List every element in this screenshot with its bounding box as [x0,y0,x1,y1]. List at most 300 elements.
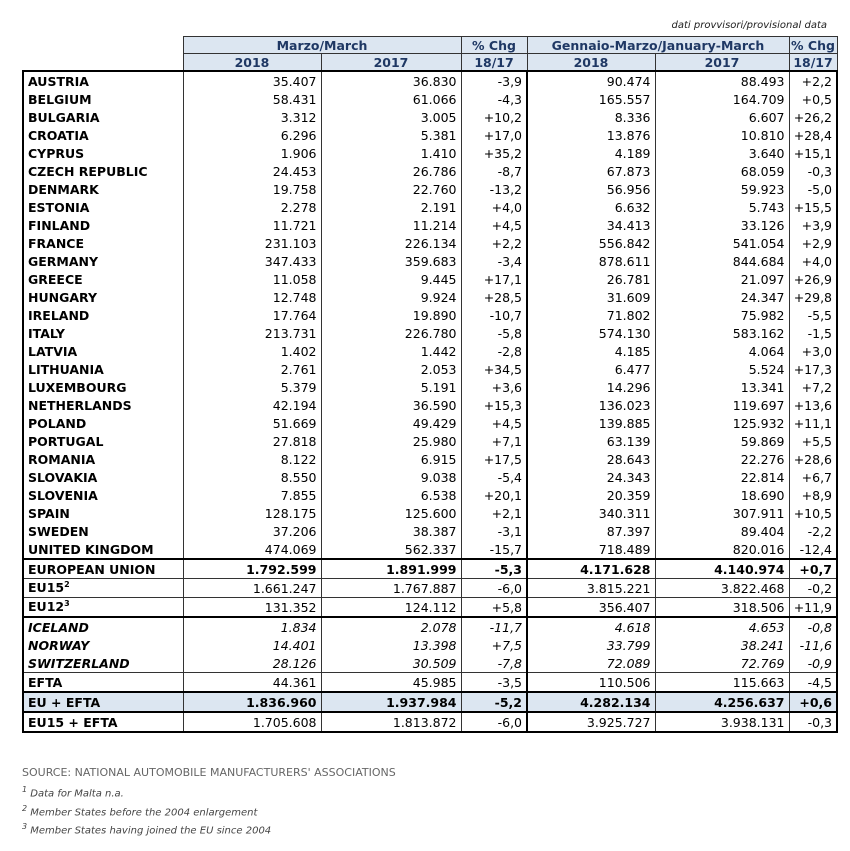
country-row [23,216,837,234]
ytd-pct-change-cell: +6,7 [789,468,837,486]
ytd-2018-cell: 340.311 [527,504,655,522]
eu12-row [23,598,837,618]
country-name-cell: GERMANY [23,252,183,270]
ytd-pct-change-cell: +7,2 [789,378,837,396]
ytd-pct-change-cell: -5,0 [789,180,837,198]
ytd-2017-cell: 72.769 [655,654,789,673]
country-name-cell: SWEDEN [23,522,183,540]
ytd-2018-cell: 33.799 [527,636,655,654]
march-pct-change-cell: -5,4 [461,468,527,486]
ytd-2018-cell: 4.618 [527,617,655,636]
ytd-2017-cell: 5.524 [655,360,789,378]
row-label: EU15 [28,580,65,596]
march-2018-cell: 51.669 [183,414,321,432]
march-2017-cell: 6.915 [321,450,461,468]
ytd-2018-cell: 6.477 [527,360,655,378]
ytd-pct-change-cell: +15,1 [789,144,837,162]
march-pct-change-cell: +7,1 [461,432,527,450]
ytd-2017-cell: 318.506 [655,598,789,618]
header-2017: 2017 [321,54,461,72]
march-2018-cell: 6.296 [183,126,321,144]
registrations-table [22,36,838,733]
ytd-2017-cell: 24.347 [655,288,789,306]
country-name-cell: UNITED KINGDOM [23,540,183,559]
ytd-2018-cell: 136.023 [527,396,655,414]
efta-country-row [23,636,837,654]
march-2017-cell: 25.980 [321,432,461,450]
march-pct-change-cell: +20,1 [461,486,527,504]
country-name-cell: ITALY [23,324,183,342]
march-pct-change-cell: +17,0 [461,126,527,144]
country-row [23,270,837,288]
march-pct-change-cell: +10,2 [461,108,527,126]
country-name-cell: PORTUGAL [23,432,183,450]
ytd-2017-cell: 22.814 [655,468,789,486]
country-name-cell: FRANCE [23,234,183,252]
march-2018-cell: 1.792.599 [183,559,321,579]
header-jan-march: Gennaio-Marzo/January-March [527,37,789,54]
ytd-pct-change-cell: +2,2 [789,71,837,90]
march-2017-cell: 2.053 [321,360,461,378]
ytd-pct-change-cell: -12,4 [789,540,837,559]
ytd-2017-cell: 583.162 [655,324,789,342]
country-row [23,324,837,342]
ytd-2018-cell: 4.189 [527,144,655,162]
header-1817: 18/17 [461,54,527,72]
footnote-mark: 2 [22,804,28,813]
ytd-pct-change-cell: +0,7 [789,559,837,579]
ytd-2017-cell: 119.697 [655,396,789,414]
march-2018-cell: 5.379 [183,378,321,396]
march-2018-cell: 28.126 [183,654,321,673]
march-pct-change-cell: -5,2 [461,692,527,712]
ytd-2017-cell: 4.653 [655,617,789,636]
footnote-2 [22,804,257,818]
ytd-2018-cell: 574.130 [527,324,655,342]
eu-total-row [23,559,837,579]
country-name-cell: EUROPEAN UNION [23,559,183,579]
header-row-1 [23,37,837,54]
header-2018: 2018 [183,54,321,72]
country-name-cell: BELGIUM [23,90,183,108]
march-2017-cell: 6.538 [321,486,461,504]
country-name-cell: EFTA [23,673,183,693]
ytd-2018-cell: 67.873 [527,162,655,180]
country-row [23,450,837,468]
country-row [23,414,837,432]
ytd-pct-change-cell: -4,5 [789,673,837,693]
country-row [23,468,837,486]
country-name-cell: DENMARK [23,180,183,198]
march-2017-cell: 45.985 [321,673,461,693]
march-2018-cell: 1.661.247 [183,579,321,598]
country-name-cell: CZECH REPUBLIC [23,162,183,180]
ytd-2018-cell: 71.802 [527,306,655,324]
header-pct-march: % Chg [461,37,527,54]
march-2017-cell: 3.005 [321,108,461,126]
march-pct-change-cell: -7,8 [461,654,527,673]
march-2018-cell: 8.122 [183,450,321,468]
ytd-pct-change-cell: -2,2 [789,522,837,540]
march-2018-cell: 347.433 [183,252,321,270]
country-name-cell: LUXEMBOURG [23,378,183,396]
ytd-pct-change-cell: +17,3 [789,360,837,378]
march-pct-change-cell: -3,1 [461,522,527,540]
march-2018-cell: 17.764 [183,306,321,324]
header-blank [23,37,183,54]
country-row [23,234,837,252]
country-row [23,252,837,270]
country-name-cell: CROATIA [23,126,183,144]
march-pct-change-cell: -5,8 [461,324,527,342]
eu15-efta-row [23,712,837,732]
ytd-2018-cell: 63.139 [527,432,655,450]
country-row [23,144,837,162]
ytd-pct-change-cell: -0,3 [789,162,837,180]
march-2017-cell: 1.442 [321,342,461,360]
march-2018-cell: 1.906 [183,144,321,162]
march-2018-cell: 19.758 [183,180,321,198]
country-name-cell: HUNGARY [23,288,183,306]
country-row [23,432,837,450]
ytd-pct-change-cell: +26,2 [789,108,837,126]
country-name-cell: ESTONIA [23,198,183,216]
country-name-cell: NORWAY [23,636,183,654]
country-name-cell: EU + EFTA [23,692,183,712]
march-pct-change-cell: -3,4 [461,252,527,270]
ytd-pct-change-cell: -0,2 [789,579,837,598]
march-2018-cell: 42.194 [183,396,321,414]
march-pct-change-cell: -2,8 [461,342,527,360]
march-2018-cell: 3.312 [183,108,321,126]
country-row [23,126,837,144]
ytd-2018-cell: 20.359 [527,486,655,504]
march-pct-change-cell: -4,3 [461,90,527,108]
footnote-mark: 3 [22,822,28,831]
march-2018-cell: 2.761 [183,360,321,378]
march-2017-cell: 5.191 [321,378,461,396]
march-2017-cell: 5.381 [321,126,461,144]
ytd-2018-cell: 3.815.221 [527,579,655,598]
march-2018-cell: 474.069 [183,540,321,559]
eu-efta-row [23,692,837,712]
ytd-2017-cell: 307.911 [655,504,789,522]
ytd-2018-cell: 90.474 [527,71,655,90]
ytd-pct-change-cell: +3,0 [789,342,837,360]
march-pct-change-cell: -3,5 [461,673,527,693]
march-2017-cell: 2.078 [321,617,461,636]
ytd-pct-change-cell: +8,9 [789,486,837,504]
ytd-2018-cell: 56.956 [527,180,655,198]
country-name-cell: GREECE [23,270,183,288]
ytd-2017-cell: 75.982 [655,306,789,324]
ytd-2017-cell: 33.126 [655,216,789,234]
efta-country-row [23,654,837,673]
ytd-2018-cell: 165.557 [527,90,655,108]
country-row [23,306,837,324]
country-name-cell: SLOVAKIA [23,468,183,486]
march-2017-cell: 11.214 [321,216,461,234]
ytd-2017-cell: 3.822.468 [655,579,789,598]
march-2017-cell: 9.445 [321,270,461,288]
march-2017-cell: 36.590 [321,396,461,414]
ytd-2018-cell: 356.407 [527,598,655,618]
ytd-pct-change-cell: +0,6 [789,692,837,712]
ytd-pct-change-cell: -0,8 [789,617,837,636]
country-name-cell: LATVIA [23,342,183,360]
ytd-pct-change-cell: +13,6 [789,396,837,414]
ytd-2017-cell: 10.810 [655,126,789,144]
footnote-text: Data for Malta n.a. [27,788,124,800]
ytd-2017-cell: 21.097 [655,270,789,288]
march-2017-cell: 38.387 [321,522,461,540]
ytd-2017-cell: 5.743 [655,198,789,216]
ytd-pct-change-cell: +11,1 [789,414,837,432]
ytd-pct-change-cell: -5,5 [789,306,837,324]
country-row [23,378,837,396]
march-2018-cell: 12.748 [183,288,321,306]
march-pct-change-cell: +7,5 [461,636,527,654]
efta-total-row [23,673,837,693]
march-pct-change-cell: +4,0 [461,198,527,216]
footnote-mark: 3 [64,599,70,609]
country-name-cell [23,579,183,598]
march-pct-change-cell: +34,5 [461,360,527,378]
ytd-2017-cell: 18.690 [655,486,789,504]
ytd-2017-cell: 59.923 [655,180,789,198]
ytd-pct-change-cell: +26,9 [789,270,837,288]
march-pct-change-cell: +3,6 [461,378,527,396]
footnote-3 [22,822,271,836]
march-2017-cell: 22.760 [321,180,461,198]
ytd-2017-cell: 115.663 [655,673,789,693]
ytd-pct-change-cell: -0,3 [789,712,837,732]
footnote-text: Member States before the 2004 enlargement [27,807,258,819]
march-2018-cell: 27.818 [183,432,321,450]
march-pct-change-cell: +4,5 [461,414,527,432]
ytd-2017-cell: 4.256.637 [655,692,789,712]
ytd-2017-cell: 38.241 [655,636,789,654]
ytd-2018-cell: 26.781 [527,270,655,288]
ytd-2017-cell: 88.493 [655,71,789,90]
ytd-pct-change-cell: -0,9 [789,654,837,673]
march-2017-cell: 49.429 [321,414,461,432]
march-2017-cell: 30.509 [321,654,461,673]
march-2017-cell: 562.337 [321,540,461,559]
ytd-pct-change-cell: +10,5 [789,504,837,522]
header-row-2 [23,54,837,72]
ytd-pct-change-cell: +5,5 [789,432,837,450]
ytd-pct-change-cell: -1,5 [789,324,837,342]
ytd-pct-change-cell: +3,9 [789,216,837,234]
ytd-2018-cell: 139.885 [527,414,655,432]
efta-country-row [23,617,837,636]
source-note: SOURCE: NATIONAL AUTOMOBILE MANUFACTURERS' ASSOCIATIONS [22,766,396,779]
march-2017-cell: 9.038 [321,468,461,486]
ytd-2017-cell: 844.684 [655,252,789,270]
country-name-cell: SPAIN [23,504,183,522]
march-2018-cell: 1.705.608 [183,712,321,732]
march-2018-cell: 58.431 [183,90,321,108]
country-name-cell: LITHUANIA [23,360,183,378]
march-2017-cell: 1.813.872 [321,712,461,732]
ytd-2018-cell: 87.397 [527,522,655,540]
march-pct-change-cell: -6,0 [461,712,527,732]
ytd-2018-cell: 718.489 [527,540,655,559]
ytd-2017-cell: 13.341 [655,378,789,396]
march-2017-cell: 2.191 [321,198,461,216]
march-2018-cell: 24.453 [183,162,321,180]
country-row [23,360,837,378]
march-2017-cell: 61.066 [321,90,461,108]
ytd-pct-change-cell: +0,5 [789,90,837,108]
country-name-cell: AUSTRIA [23,71,183,90]
country-name-cell: BULGARIA [23,108,183,126]
march-2017-cell: 226.134 [321,234,461,252]
country-row [23,342,837,360]
eu15-row [23,579,837,598]
march-2017-cell: 1.891.999 [321,559,461,579]
ytd-2018-cell: 34.413 [527,216,655,234]
march-2017-cell: 125.600 [321,504,461,522]
ytd-2017-cell: 6.607 [655,108,789,126]
country-name-cell: IRELAND [23,306,183,324]
country-row [23,540,837,559]
march-pct-change-cell: +28,5 [461,288,527,306]
country-row [23,198,837,216]
ytd-2017-cell: 68.059 [655,162,789,180]
march-2018-cell: 1.834 [183,617,321,636]
march-pct-change-cell: -15,7 [461,540,527,559]
ytd-2018-cell: 110.506 [527,673,655,693]
ytd-2017-cell: 3.938.131 [655,712,789,732]
ytd-pct-change-cell: -11,6 [789,636,837,654]
country-name-cell: SWITZERLAND [23,654,183,673]
header-2018: 2018 [527,54,655,72]
ytd-pct-change-cell: +11,9 [789,598,837,618]
country-row [23,71,837,90]
ytd-2017-cell: 541.054 [655,234,789,252]
march-pct-change-cell: +2,2 [461,234,527,252]
ytd-pct-change-cell: +28,6 [789,450,837,468]
header-march: Marzo/March [183,37,461,54]
ytd-2018-cell: 31.609 [527,288,655,306]
ytd-2018-cell: 72.089 [527,654,655,673]
country-row [23,504,837,522]
march-2018-cell: 14.401 [183,636,321,654]
country-row [23,486,837,504]
march-pct-change-cell: -5,3 [461,559,527,579]
country-name-cell: EU15 + EFTA [23,712,183,732]
march-pct-change-cell: -13,2 [461,180,527,198]
march-2017-cell: 36.830 [321,71,461,90]
march-pct-change-cell: -3,9 [461,71,527,90]
march-2017-cell: 13.398 [321,636,461,654]
footnote-mark: 2 [64,580,70,590]
country-name-cell: CYPRUS [23,144,183,162]
ytd-2018-cell: 14.296 [527,378,655,396]
country-name-cell [23,598,183,618]
country-name-cell: SLOVENIA [23,486,183,504]
ytd-pct-change-cell: +2,9 [789,234,837,252]
provisional-data-note: dati provvisori/provisional data [671,20,827,31]
march-2018-cell: 11.721 [183,216,321,234]
ytd-2017-cell: 89.404 [655,522,789,540]
march-pct-change-cell: -11,7 [461,617,527,636]
ytd-pct-change-cell: +28,4 [789,126,837,144]
march-2017-cell: 9.924 [321,288,461,306]
country-row [23,180,837,198]
ytd-2017-cell: 125.932 [655,414,789,432]
ytd-2018-cell: 28.643 [527,450,655,468]
march-2017-cell: 1.937.984 [321,692,461,712]
ytd-2018-cell: 6.632 [527,198,655,216]
ytd-2017-cell: 4.140.974 [655,559,789,579]
march-2017-cell: 359.683 [321,252,461,270]
ytd-2018-cell: 556.842 [527,234,655,252]
ytd-pct-change-cell: +4,0 [789,252,837,270]
country-row [23,108,837,126]
march-2017-cell: 26.786 [321,162,461,180]
footnote-text: Member States having joined the EU since 2004 [27,825,272,837]
march-pct-change-cell: +17,1 [461,270,527,288]
ytd-2017-cell: 3.640 [655,144,789,162]
ytd-2018-cell: 878.611 [527,252,655,270]
march-2017-cell: 226.780 [321,324,461,342]
ytd-2017-cell: 22.276 [655,450,789,468]
march-2018-cell: 7.855 [183,486,321,504]
march-2018-cell: 128.175 [183,504,321,522]
country-row [23,90,837,108]
ytd-2017-cell: 4.064 [655,342,789,360]
country-row [23,522,837,540]
footnote-1 [22,785,124,799]
country-row [23,288,837,306]
march-2018-cell: 231.103 [183,234,321,252]
march-2018-cell: 8.550 [183,468,321,486]
country-row [23,396,837,414]
march-2017-cell: 124.112 [321,598,461,618]
march-pct-change-cell: +4,5 [461,216,527,234]
ytd-2018-cell: 4.171.628 [527,559,655,579]
march-2018-cell: 131.352 [183,598,321,618]
country-name-cell: NETHERLANDS [23,396,183,414]
header-2017: 2017 [655,54,789,72]
march-2018-cell: 1.402 [183,342,321,360]
ytd-2017-cell: 820.016 [655,540,789,559]
march-pct-change-cell: +2,1 [461,504,527,522]
ytd-2018-cell: 4.185 [527,342,655,360]
footnote-mark: 1 [22,785,28,794]
march-2017-cell: 1.410 [321,144,461,162]
country-name-cell: POLAND [23,414,183,432]
header-1817: 18/17 [789,54,837,72]
march-pct-change-cell: -8,7 [461,162,527,180]
march-2018-cell: 11.058 [183,270,321,288]
ytd-2017-cell: 59.869 [655,432,789,450]
march-2018-cell: 37.206 [183,522,321,540]
country-row [23,162,837,180]
march-2018-cell: 44.361 [183,673,321,693]
march-2017-cell: 1.767.887 [321,579,461,598]
march-2018-cell: 35.407 [183,71,321,90]
march-pct-change-cell: -6,0 [461,579,527,598]
march-2017-cell: 19.890 [321,306,461,324]
march-pct-change-cell: -10,7 [461,306,527,324]
ytd-pct-change-cell: +29,8 [789,288,837,306]
march-pct-change-cell: +17,5 [461,450,527,468]
march-pct-change-cell: +5,8 [461,598,527,618]
